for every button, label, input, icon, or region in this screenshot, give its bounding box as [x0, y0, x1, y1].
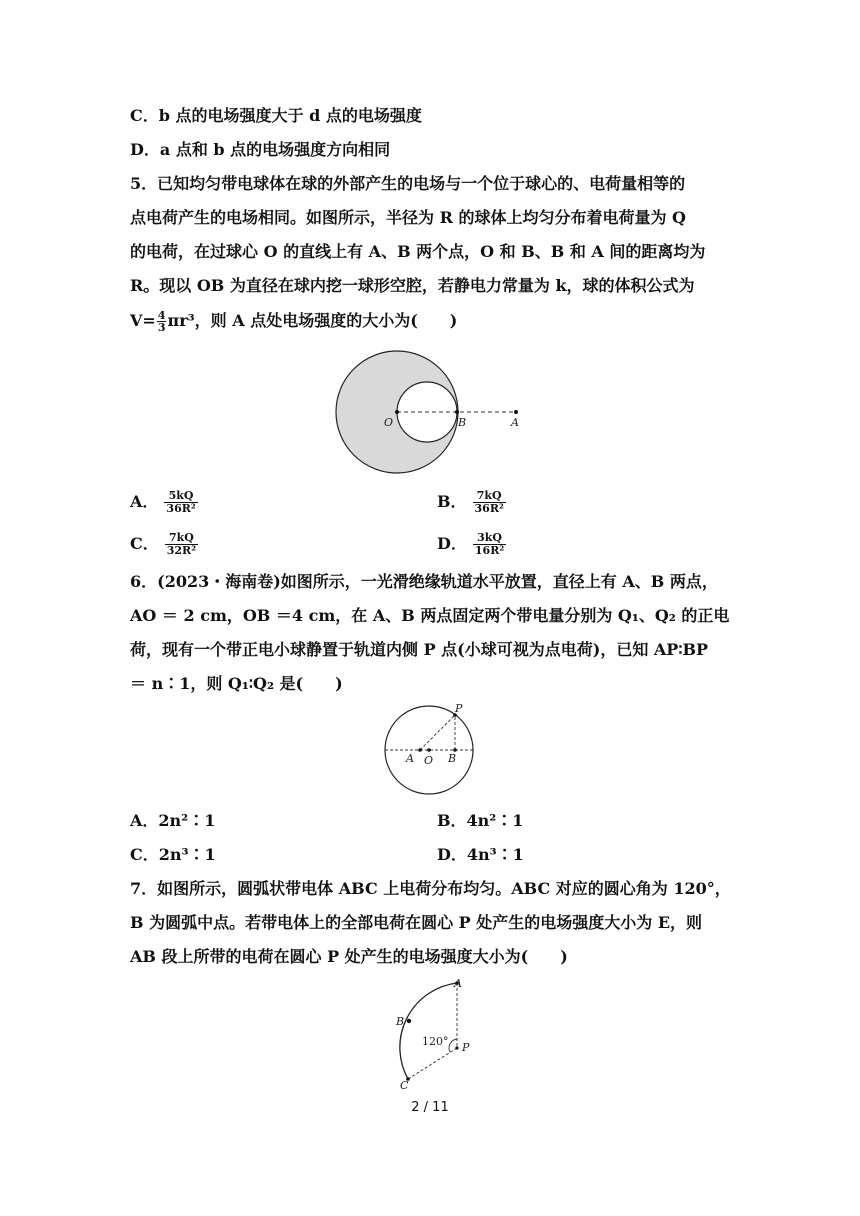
- q5-option-d-den: 16R²: [474, 544, 505, 557]
- q5-figure: [330, 350, 530, 480]
- q5-option-b: [437, 490, 506, 515]
- q7-stem-line3: AB 段上所带的电荷在圆心 P 处产生的电场强度大小为( ): [130, 947, 568, 966]
- q5-option-a-den: 36R²: [166, 502, 196, 515]
- q7-point-b: [407, 1019, 411, 1023]
- q5-option-b-num: 7kQ: [473, 490, 506, 503]
- q5-volume-prefix: V=: [130, 311, 156, 330]
- q5-option-d-fraction: [473, 532, 506, 557]
- q5-option-d: [437, 532, 506, 557]
- q5-stem-line3: 的电荷，在过球心 O 的直线上有 A、B 两个点，O 和 B、B 和 A 间的距离均为: [130, 242, 706, 261]
- q5-option-b-fraction: [473, 490, 506, 515]
- q7-figure: [390, 975, 490, 1095]
- q5-option-a-fraction: [164, 490, 197, 515]
- q6-option-c: C．2n³∶1: [130, 845, 216, 864]
- q4-option-d: D．a 点和 b 点的电场强度方向相同: [130, 140, 391, 159]
- q5-label-o: O: [384, 416, 394, 429]
- q7-label-p: P: [462, 1041, 470, 1054]
- q6-point-a: [418, 748, 422, 752]
- page-number: 2 / 11: [411, 1100, 449, 1115]
- q7-label-angle: 120°: [422, 1035, 449, 1048]
- q7-label-c: C: [400, 1079, 409, 1092]
- q6-stem-line2: AO ＝ 2 cm，OB ＝4 cm，在 A、B 两点固定两个带电量分别为 Q₁、Q₂ 的正电: [130, 606, 730, 625]
- q7-stem-line1: 7．如图所示，圆弧状带电体 ABC 上电荷分布均匀。ABC 对应的圆心角为 120°，: [130, 879, 731, 898]
- q5-option-a-letter: A．: [130, 492, 159, 511]
- q7-label-a: A: [454, 977, 462, 990]
- q6-stem-line3: 荷，现有一个带正电小球静置于轨道内侧 P 点(小球可视为点电荷)，已知 AP∶BP: [130, 640, 709, 659]
- q5-option-c: [130, 532, 198, 557]
- q5-stem-line4: R。现以 OB 为直径在球内挖一球形空腔，若静电力常量为 k，球的体积公式为: [130, 276, 695, 295]
- q5-volume-fraction: [157, 310, 167, 333]
- q5-point-o: [395, 410, 399, 414]
- q5-option-c-letter: C．: [130, 534, 159, 553]
- q5-volume-den: 3: [157, 321, 166, 334]
- q6-line-ap: [420, 715, 455, 750]
- q7-label-b: B: [396, 1015, 405, 1028]
- q5-option-d-letter: D．: [437, 534, 467, 553]
- q6-label-p: P: [455, 702, 463, 715]
- q5-option-c-den: 32R²: [166, 544, 197, 557]
- q5-label-a: A: [511, 416, 519, 429]
- q7-arc-abc: [400, 983, 457, 1079]
- q6-stem-line4: ＝ n∶1，则 Q₁∶Q₂ 是( ): [130, 674, 343, 693]
- q7-point-p: [455, 1046, 458, 1049]
- q7-radius-pc: [408, 1048, 457, 1079]
- q5-option-a: [130, 490, 198, 515]
- q6-option-a: A．2n²∶1: [130, 811, 216, 830]
- q6-label-a: A: [406, 752, 414, 765]
- q6-label-b: B: [448, 752, 457, 765]
- q5-option-b-den: 36R²: [474, 502, 504, 515]
- q5-label-b: B: [458, 416, 467, 429]
- q5-option-d-num: 3kQ: [473, 532, 506, 545]
- q5-volume-suffix: πr³，则 A 点处电场强度的大小为( ): [167, 311, 458, 330]
- q6-figure: [380, 700, 480, 800]
- q6-option-b: B．4n²∶1: [437, 811, 524, 830]
- q5-option-b-letter: B．: [437, 492, 467, 511]
- q6-point-o: [427, 748, 431, 752]
- q7-angle-mark: [449, 1039, 457, 1052]
- q4-option-c: C．b 点的电场强度大于 d 点的电场强度: [130, 106, 422, 125]
- q5-stem-line1: 5．已知均匀带电球体在球的外部产生的电场与一个位于球心的、电荷量相等的: [130, 174, 686, 193]
- q6-option-d: D．4n³∶1: [437, 845, 524, 864]
- q5-option-c-fraction: [165, 532, 198, 557]
- q5-stem-line5: [130, 310, 730, 333]
- q5-stem-line2: 点电荷产生的电场相同。如图所示，半径为 R 的球体上均匀分布着电荷量为 Q: [130, 208, 686, 227]
- q5-volume-num: 4: [157, 309, 166, 322]
- q6-label-o: O: [424, 754, 434, 767]
- q5-option-a-num: 5kQ: [164, 490, 197, 503]
- q7-stem-line2: B 为圆弧中点。若带电体上的全部电荷在圆心 P 处产生的电场强度大小为 E，则: [130, 913, 703, 932]
- q5-option-c-num: 7kQ: [165, 532, 198, 545]
- q5-point-a: [514, 410, 518, 414]
- q5-point-b: [455, 410, 459, 414]
- q6-stem-line1: 6．(2023・海南卷)如图所示，一光滑绝缘轨道水平放置，直径上有 A、B 两点，: [130, 572, 718, 591]
